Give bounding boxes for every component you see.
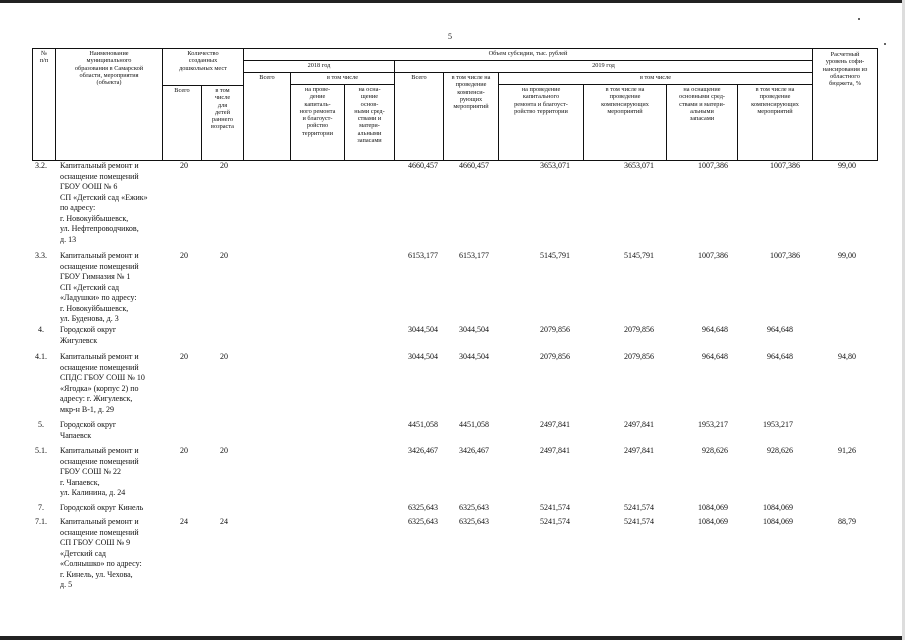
row-number: 5. xyxy=(38,420,44,429)
repair-comp-2019: 3653,071 xyxy=(624,161,654,170)
header-2018-including: в том числе xyxy=(290,72,395,85)
total-2019: 3044,504 xyxy=(408,352,438,361)
total-2019: 4660,457 xyxy=(408,161,438,170)
total-2019: 3426,467 xyxy=(408,446,438,455)
equip-2019: 964,648 xyxy=(702,325,728,334)
total-2019: 6153,177 xyxy=(408,251,438,260)
equip-2019: 928,626 xyxy=(702,446,728,455)
repair-comp-2019: 2079,856 xyxy=(624,352,654,361)
comp-2019: 3044,504 xyxy=(459,352,489,361)
row-number: 3.3. xyxy=(35,251,47,260)
row-name: Городской округ Жигулевск xyxy=(60,325,117,345)
header-places: Количество созданных дошкольных мест xyxy=(162,48,244,86)
equip-comp-2019: 1007,386 xyxy=(770,161,800,170)
places-total: 24 xyxy=(180,517,188,526)
header-2019-comp: в том числе на проведение компенси- рующих мероприятий xyxy=(443,72,499,161)
row-name: Капитальный ремонт и оснащение помещений ГБОУ ООШ № 6 СП «Детский сад «Ежик» по адресу: г. Новокуйбышевск, ул. Нефтепроводчиков, д. 13 xyxy=(60,161,148,244)
row-name: Городской округ Чапаевск xyxy=(60,420,117,440)
total-2019: 6325,643 xyxy=(408,517,438,526)
places-total: 20 xyxy=(180,446,188,455)
equip-comp-2019: 1084,069 xyxy=(763,517,793,526)
header-2019-equip-comp: в том числе на проведение компенсирующих мероприятий xyxy=(737,84,813,161)
cofinancing: 94,80 xyxy=(838,352,856,361)
repair-comp-2019: 5145,791 xyxy=(624,251,654,260)
row-number: 5.1. xyxy=(35,446,47,455)
equip-2019: 964,648 xyxy=(702,352,728,361)
comp-2019: 4660,457 xyxy=(459,161,489,170)
row-name: Капитальный ремонт и оснащение помещений ГБОУ СОШ № 22 г. Чапаевск, ул. Калинина, д. 24 xyxy=(60,446,139,497)
places-early: 20 xyxy=(220,352,228,361)
comp-2019: 3426,467 xyxy=(459,446,489,455)
places-early: 20 xyxy=(220,446,228,455)
equip-comp-2019: 928,626 xyxy=(767,446,793,455)
equip-comp-2019: 1084,069 xyxy=(763,503,793,512)
repair-comp-2019: 2497,841 xyxy=(624,446,654,455)
equip-comp-2019: 964,648 xyxy=(767,352,793,361)
row-number: 4. xyxy=(38,325,44,334)
scan-speck xyxy=(884,43,886,45)
header-2018-equip: на осна- щение основ- ными сред- ствами и матери- альными запасами xyxy=(344,84,395,161)
header-2019-including: в том числе xyxy=(498,72,813,85)
repair-2019: 2079,856 xyxy=(540,352,570,361)
header-places-total: Всего xyxy=(162,85,202,161)
equip-2019: 1084,069 xyxy=(698,517,728,526)
cofinancing: 91,26 xyxy=(838,446,856,455)
row-name: Капитальный ремонт и оснащение помещений СПДС ГБОУ СОШ № 10 «Ягодка» (корпус 2) по адресу: г. Жигулевск, мкр-н В-1, д. 29 xyxy=(60,352,145,414)
scan-speck xyxy=(858,18,860,20)
header-2019-repair-comp: в том числе на проведение компенсирующих мероприятий xyxy=(583,84,667,161)
row-number: 7.1. xyxy=(35,517,47,526)
repair-comp-2019: 5241,574 xyxy=(624,503,654,512)
header-2019-equip: на оснащение основными сред- ствами и матери- альными запасами xyxy=(666,84,738,161)
header-name: Наименование муниципального образования в Самарской области, мероприятия (объекта) xyxy=(55,48,163,161)
places-total: 20 xyxy=(180,352,188,361)
header-subsidy: Объем субсидии, тыс. рублей xyxy=(243,48,813,61)
scan-border-bottom xyxy=(0,636,905,640)
total-2019: 3044,504 xyxy=(408,325,438,334)
repair-2019: 3653,071 xyxy=(540,161,570,170)
header-cofinancing: Расчетный уровень софи- нансирования из областного бюджета, % xyxy=(812,48,878,161)
equip-comp-2019: 964,648 xyxy=(767,325,793,334)
equip-comp-2019: 1007,386 xyxy=(770,251,800,260)
repair-2019: 2497,841 xyxy=(540,446,570,455)
total-2019: 6325,643 xyxy=(408,503,438,512)
repair-comp-2019: 2079,856 xyxy=(624,325,654,334)
header-2018-total: Всего xyxy=(243,72,291,161)
row-name: Капитальный ремонт и оснащение помещений ГБОУ Гимназия № 1 СП «Детский сад «Ладушки» по адресу: г. Новокуйбышевск, ул. Буденова, д. 3 xyxy=(60,251,139,323)
cofinancing: 99,00 xyxy=(838,251,856,260)
row-name: Городской округ Кинель xyxy=(60,503,144,512)
repair-comp-2019: 5241,574 xyxy=(624,517,654,526)
header-number: № п/п xyxy=(32,48,56,161)
comp-2019: 3044,504 xyxy=(459,325,489,334)
places-early: 24 xyxy=(220,517,228,526)
equip-2019: 1007,386 xyxy=(698,251,728,260)
repair-2019: 2079,856 xyxy=(540,325,570,334)
page-number: 5 xyxy=(448,32,452,41)
row-name: Капитальный ремонт и оснащение помещений СП ГБОУ СОШ № 9 «Детский сад «Солнышко» по адресу: г. Кинель, ул. Чехова, д. 5 xyxy=(60,517,142,589)
header-2018-repair: на прове- дение капиталь- ного ремонта и благоуст- ройство территории xyxy=(290,84,345,161)
header-year-2018: 2018 год xyxy=(243,60,395,73)
places-early: 20 xyxy=(220,251,228,260)
repair-2019: 2497,841 xyxy=(540,420,570,429)
total-2019: 4451,058 xyxy=(408,420,438,429)
row-number: 3.2. xyxy=(35,161,47,170)
header-year-2019: 2019 год xyxy=(394,60,813,73)
repair-2019: 5145,791 xyxy=(540,251,570,260)
comp-2019: 4451,058 xyxy=(459,420,489,429)
places-total: 20 xyxy=(180,251,188,260)
repair-2019: 5241,574 xyxy=(540,503,570,512)
header-places-early: в том числе для детей раннего возраста xyxy=(201,85,244,161)
scan-border-top xyxy=(0,0,905,3)
equip-2019: 1084,069 xyxy=(698,503,728,512)
comp-2019: 6153,177 xyxy=(459,251,489,260)
header-2019-repair: на проведение капитального ремонта и благоуст- ройство территории xyxy=(498,84,584,161)
equip-comp-2019: 1953,217 xyxy=(763,420,793,429)
row-number: 4.1. xyxy=(35,352,47,361)
header-2019-total: Всего xyxy=(394,72,444,161)
row-number: 7. xyxy=(38,503,44,512)
equip-2019: 1953,217 xyxy=(698,420,728,429)
places-total: 20 xyxy=(180,161,188,170)
equip-2019: 1007,386 xyxy=(698,161,728,170)
repair-2019: 5241,574 xyxy=(540,517,570,526)
cofinancing: 99,00 xyxy=(838,161,856,170)
cofinancing: 88,79 xyxy=(838,517,856,526)
comp-2019: 6325,643 xyxy=(459,517,489,526)
comp-2019: 6325,643 xyxy=(459,503,489,512)
places-early: 20 xyxy=(220,161,228,170)
repair-comp-2019: 2497,841 xyxy=(624,420,654,429)
